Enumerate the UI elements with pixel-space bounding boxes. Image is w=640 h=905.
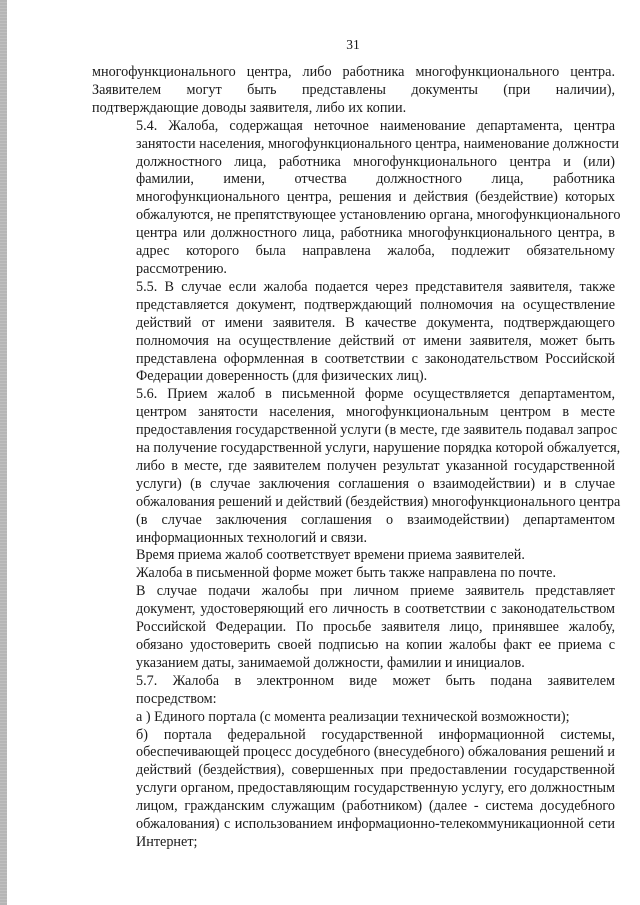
- text-line: услуги органом, предоставляющим государственную услугу, его должностным: [136, 780, 615, 797]
- text-line: Интернет;: [136, 833, 198, 850]
- text-line: действий от имени заявителя. В качестве документа, подтверждающего: [136, 314, 615, 331]
- paragraph: [92, 547, 615, 565]
- text-line: Жалоба в письменной форме может быть также направлена по почте.: [136, 565, 557, 582]
- text-line: документ, удостоверяющий его личность в соответствии с законодательством: [136, 601, 615, 618]
- text-line: информационных технологий и связи.: [136, 529, 368, 546]
- paragraph: [92, 279, 615, 386]
- text-line: полномочия на осуществление действий от имени заявителя, может быть: [136, 332, 615, 349]
- text-line: посредством:: [136, 690, 217, 707]
- text-line: либо в месте, где заявителем получен результат указанной государственной: [136, 457, 615, 474]
- scan-edge: [0, 0, 7, 905]
- text-line: многофункционального центра, либо работника многофункционального центра.: [92, 64, 615, 80]
- text-line: Заявителем могут быть представлены документы (при наличии),: [92, 81, 615, 98]
- document-body: [92, 64, 621, 852]
- text-line: многофункционального центра, решения и действия (бездействие) которых: [136, 189, 615, 206]
- text-line: занятости населения, многофункционального центра, наименование должности: [136, 135, 619, 152]
- text-line: Федерации доверенность (для физических лиц).: [136, 368, 428, 385]
- text-line: 5.5. В случае если жалоба подается через представителя заявителя, также: [136, 278, 615, 295]
- text-line: обязано удостоверить своей подписью на копии жалобы факт ее приема с: [136, 637, 615, 653]
- paragraph: [92, 709, 615, 727]
- text-line: услуги) (в случае заключения соглашения о взаимодействии) и в случае: [136, 475, 615, 492]
- paragraph: [92, 673, 615, 709]
- text-line: представлена оформленная в соответствии с законодательством Российской: [136, 350, 615, 367]
- text-line: действий (бездействия), совершенных при предоставлении государственной: [136, 762, 615, 779]
- text-line: фамилии, имени, отчества должностного лица, работника: [136, 171, 615, 188]
- text-line: а ) Единого портала (с момента реализации технической возможности);: [136, 708, 570, 725]
- text-line: рассмотрению.: [136, 260, 227, 277]
- paragraph: [92, 583, 615, 673]
- page-number: 31: [346, 37, 360, 52]
- text-line: обжалования решений и действий (бездействия) многофункционального центра: [136, 493, 621, 510]
- text-line: 5.6. Прием жалоб в письменной форме осуществляется департаментом,: [136, 386, 615, 403]
- text-line: обжалования) с использованием информационно-телекоммуникационной сети: [136, 816, 615, 833]
- text-line: лицом, гражданским служащим (работником) (далее - система досудебного: [136, 798, 615, 815]
- text-line: должностного лица, работника многофункционального центра и (или): [136, 153, 615, 170]
- paragraph: [92, 64, 615, 118]
- text-line: центром занятости населения, многофункциональным центром в месте: [136, 404, 615, 421]
- text-line: 5.7. Жалоба в электронном виде может быть подана заявителем: [136, 672, 615, 689]
- text-line: обеспечивающей процесс досудебного (внесудебного) обжалования решений и: [136, 744, 615, 761]
- text-line: (в случае заключения соглашения о взаимодействии) департаментом: [136, 511, 615, 528]
- text-line: подтверждающие доводы заявителя, либо их копии.: [92, 99, 407, 116]
- text-line: представляется документ, подтверждающий полномочия на осуществление: [136, 296, 615, 313]
- paragraph: [92, 386, 621, 547]
- text-line: Время приема жалоб соответствует времени приема заявителей.: [136, 547, 525, 564]
- text-line: центра или должностного лица, работника многофункционального центра, в: [136, 225, 615, 242]
- text-line: б) портала федеральной государственной информационной системы,: [136, 726, 615, 743]
- text-line: предоставления государственной услуги (в месте, где заявитель подавал запрос: [136, 422, 618, 439]
- text-line: В случае подачи жалобы при личном приеме заявитель представляет: [136, 583, 615, 600]
- text-line: на получение государственной услуги, нарушение порядка которой обжалуется,: [136, 440, 621, 457]
- text-line: 5.4. Жалоба, содержащая неточное наименование департамента, центра: [136, 117, 615, 134]
- paragraph: [92, 727, 615, 852]
- text-line: Российской Федерации. По просьбе заявителя лицо, принявшее жалобу,: [136, 619, 615, 636]
- text-line: указанием даты, занимаемой должности, фамилии и инициалов.: [136, 654, 525, 671]
- paragraph: [92, 565, 615, 583]
- paragraph: [92, 117, 621, 279]
- text-line: обжалуются, не препятствующее установлению органа, многофункционального: [136, 207, 621, 224]
- text-line: адрес которого была направлена жалоба, подлежит обязательному: [136, 243, 615, 260]
